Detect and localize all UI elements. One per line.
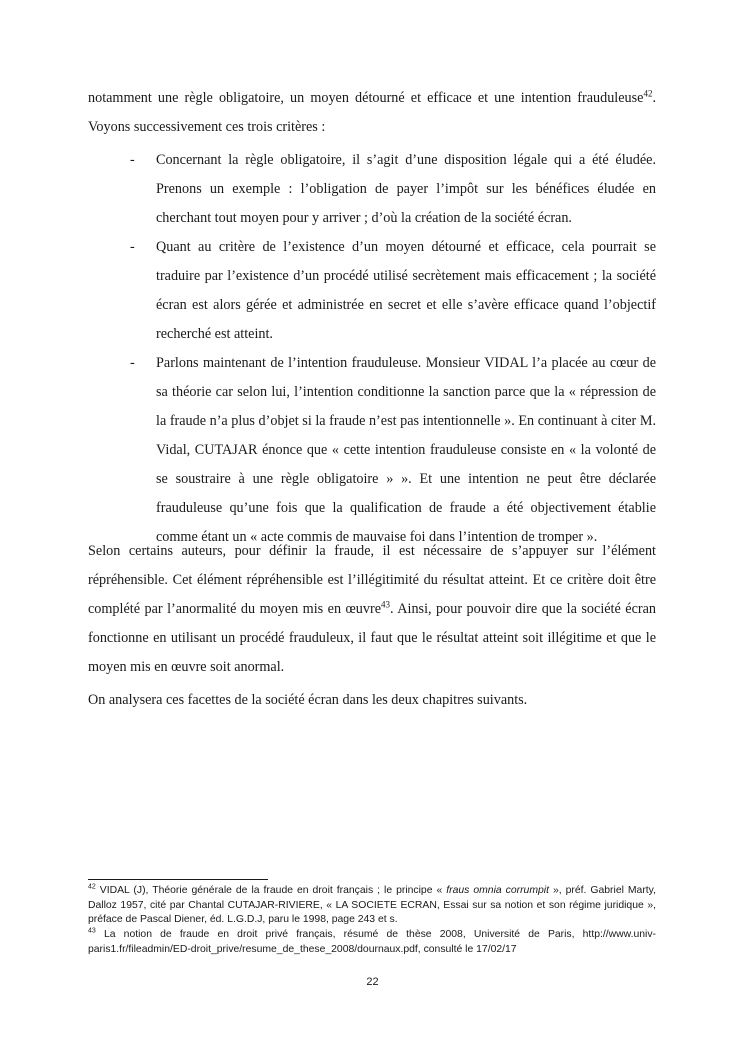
- footnote-number: 42: [88, 883, 96, 891]
- page-number: 22: [366, 976, 379, 988]
- footnote-italic-text: fraus omnia corrumpit: [446, 885, 549, 896]
- paragraph-1: [88, 84, 656, 142]
- footnote-ref-42[interactable]: 42: [643, 88, 653, 99]
- bullet-dash: -: [130, 152, 135, 168]
- paragraph-3: [88, 686, 656, 715]
- list-item-text: Quant au critère de l’existence d’un moyen détourné et efficace, cela pourrait se traduire par l’existence d’un procédé utilisé secrètement mais efficacement ; la société écran est alors gérée et administrée en secret et elle s’avère efficace quand l’objectif recherché est atteint.: [156, 239, 656, 342]
- bullet-dash: -: [130, 355, 135, 371]
- paragraph-2: [88, 537, 656, 682]
- footnote-separator: [88, 879, 268, 880]
- list-item: [88, 233, 656, 349]
- footnote-ref-43[interactable]: 43: [381, 599, 391, 610]
- footnote-number: 43: [88, 927, 96, 935]
- footnote-text-after: », préf. Gabriel Marty, Dalloz 1957, cité par Chantal CUTAJAR-RIVIERE, « LA SOCIETE ECRAN, Essai sur sa notion et son régime juridique », préface de Pascal Diener, éd. L.G.D.J, paru le 1998, page 243 et s.: [88, 885, 656, 926]
- paragraph-3-text: On analysera ces facettes de la société écran dans les deux chapitres suivants.: [88, 692, 528, 708]
- bullet-dash: -: [130, 239, 135, 255]
- footnote-text: VIDAL (J), Théorie générale de la fraude en droit français ; le principe «: [95, 885, 447, 896]
- footnote-43: [88, 928, 656, 957]
- list-item-text: Concernant la règle obligatoire, il s’agit d’une disposition légale qui a été éludée. Prenons un exemple : l’obligation de payer l’impôt sur les bénéfices éludée en cherchant tout moyen pour y arriver ; d’où la création de la société écran.: [156, 152, 656, 226]
- list-item: [88, 349, 656, 552]
- footnote-42: [88, 884, 656, 928]
- footnotes: [88, 884, 656, 958]
- list-item-text: Parlons maintenant de l’intention frauduleuse. Monsieur VIDAL l’a placée au cœur de sa théorie car selon lui, l’intention conditionne la sanction parce que la « répression de la fraude n’a plus d’objet si la fraude n’est pas intentionnelle ». En continuant à citer M. Vidal, CUTAJAR énonce que « cette intention frauduleuse consiste en « la volonté de se soustraire à une règle obligatoire » ». Et une intention ne peut être déclarée frauduleuse qu’une fois que la qualification de fraude a été objectivement établie comme étant un « acte commis de mauvaise foi dans l’intention de tromper ».: [156, 355, 656, 545]
- paragraph-2-text: Selon certains auteurs, pour définir la fraude, il est nécessaire de s’appuyer sur l’élément répréhensible. Cet élément répréhensible est l’illégitimité du résultat atteint. Et ce critère doit être complété par l’anormalité du moyen mis en œuvre: [88, 543, 656, 617]
- criteria-list: [88, 146, 656, 552]
- list-item: [88, 146, 656, 233]
- paragraph-1-text-after: . Voyons successivement ces trois critères :: [88, 90, 656, 135]
- paragraph-2-text-after: . Ainsi, pour pouvoir dire que la société écran fonctionne en utilisant un procédé frauduleux, il faut que le résultat atteint soit illégitime et que le moyen mis en œuvre soit anormal.: [88, 601, 656, 675]
- paragraph-1-text: notamment une règle obligatoire, un moyen détourné et efficace et une intention frauduleuse: [88, 90, 644, 106]
- footnote-text[interactable]: La notion de fraude en droit privé français, résumé de thèse 2008, Université de Paris, http://www.univ-paris1.fr/fileadmin/ED-droit_prive/resume_de_these_2008/dournaux.pdf, consulté le 17/02/17: [88, 929, 656, 955]
